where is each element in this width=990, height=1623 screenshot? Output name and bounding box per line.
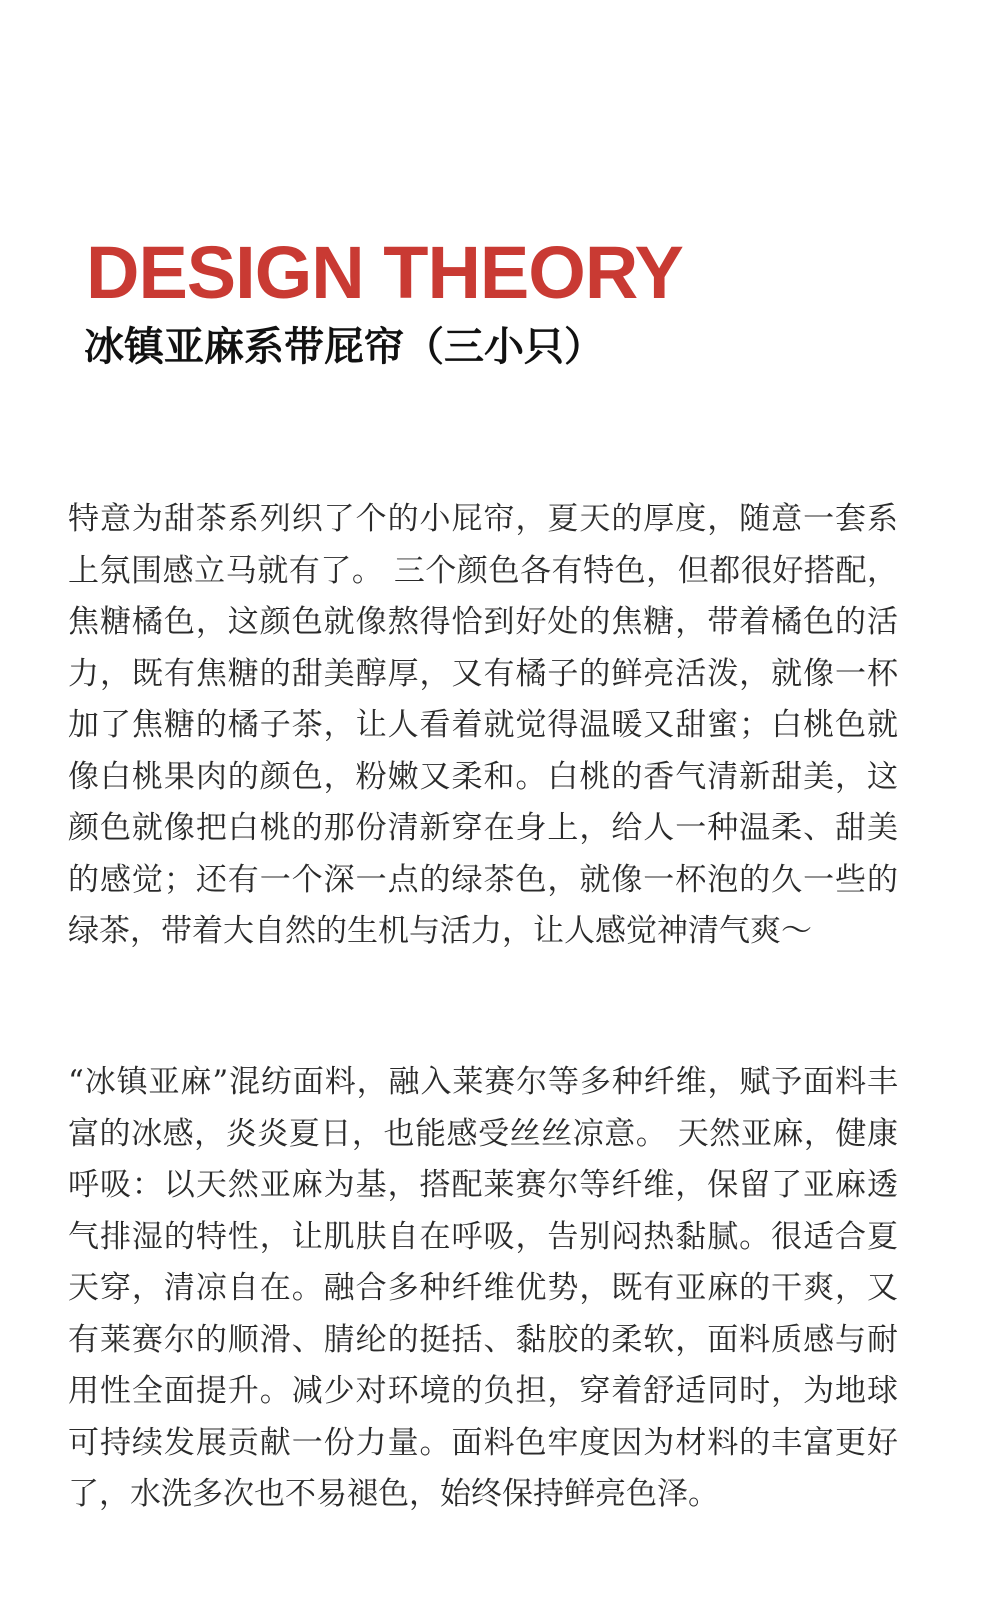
description-paragraph-colors: 特意为甜茶系列织了个的小屁帘，夏天的厚度，随意一套系上氛围感立马就有了。 三个颜色各有特色，但都很好搭配，焦糖橘色，这颜色就像熬得恰到好处的焦糖，带着橘色的活力，既有焦糖的甜美醇厚，又有橘子的鲜亮活泼，就像一杯加了焦糖的橘子茶，让人看着就觉得温暖又甜蜜；白桃色就像白桃果肉的颜色，粉嫩又柔和。白桃的香气清新甜美，这颜色就像把白桃的那份清新穿在身上，给人一种温柔、甜美的感觉；还有一个深一点的绿茶色，就像一杯泡的久一些的绿茶，带着大自然的生机与活力，让人感觉神清气爽～	[68, 501, 898, 949]
chinese-subheading: 冰镇亚麻系带屁帘（三小只）	[84, 324, 604, 370]
english-heading: DESIGN THEORY	[86, 231, 683, 314]
description-paragraph-fabric: “冰镇亚麻”混纺面料，融入莱赛尔等多种纤维，赋予面料丰富的冰感，炎炎夏日，也能感受丝丝凉意。 天然亚麻，健康呼吸：以天然亚麻为基，搭配莱赛尔等纤维，保留了亚麻透气排湿的特性，让肌肤自在呼吸，告别闷热黏腻。很适合夏天穿，清凉自在。融合多种纤维优势，既有亚麻的干爽，又有莱赛尔的顺滑、腈纶的挺括、黏胶的柔软，面料质感与耐用性全面提升。减少对环境的负担，穿着舒适同时，为地球可持续发展贡献一份力量。面料色牢度因为材料的丰富更好了，水洗多次也不易褪色，始终保持鲜亮色泽。	[68, 1064, 898, 1512]
